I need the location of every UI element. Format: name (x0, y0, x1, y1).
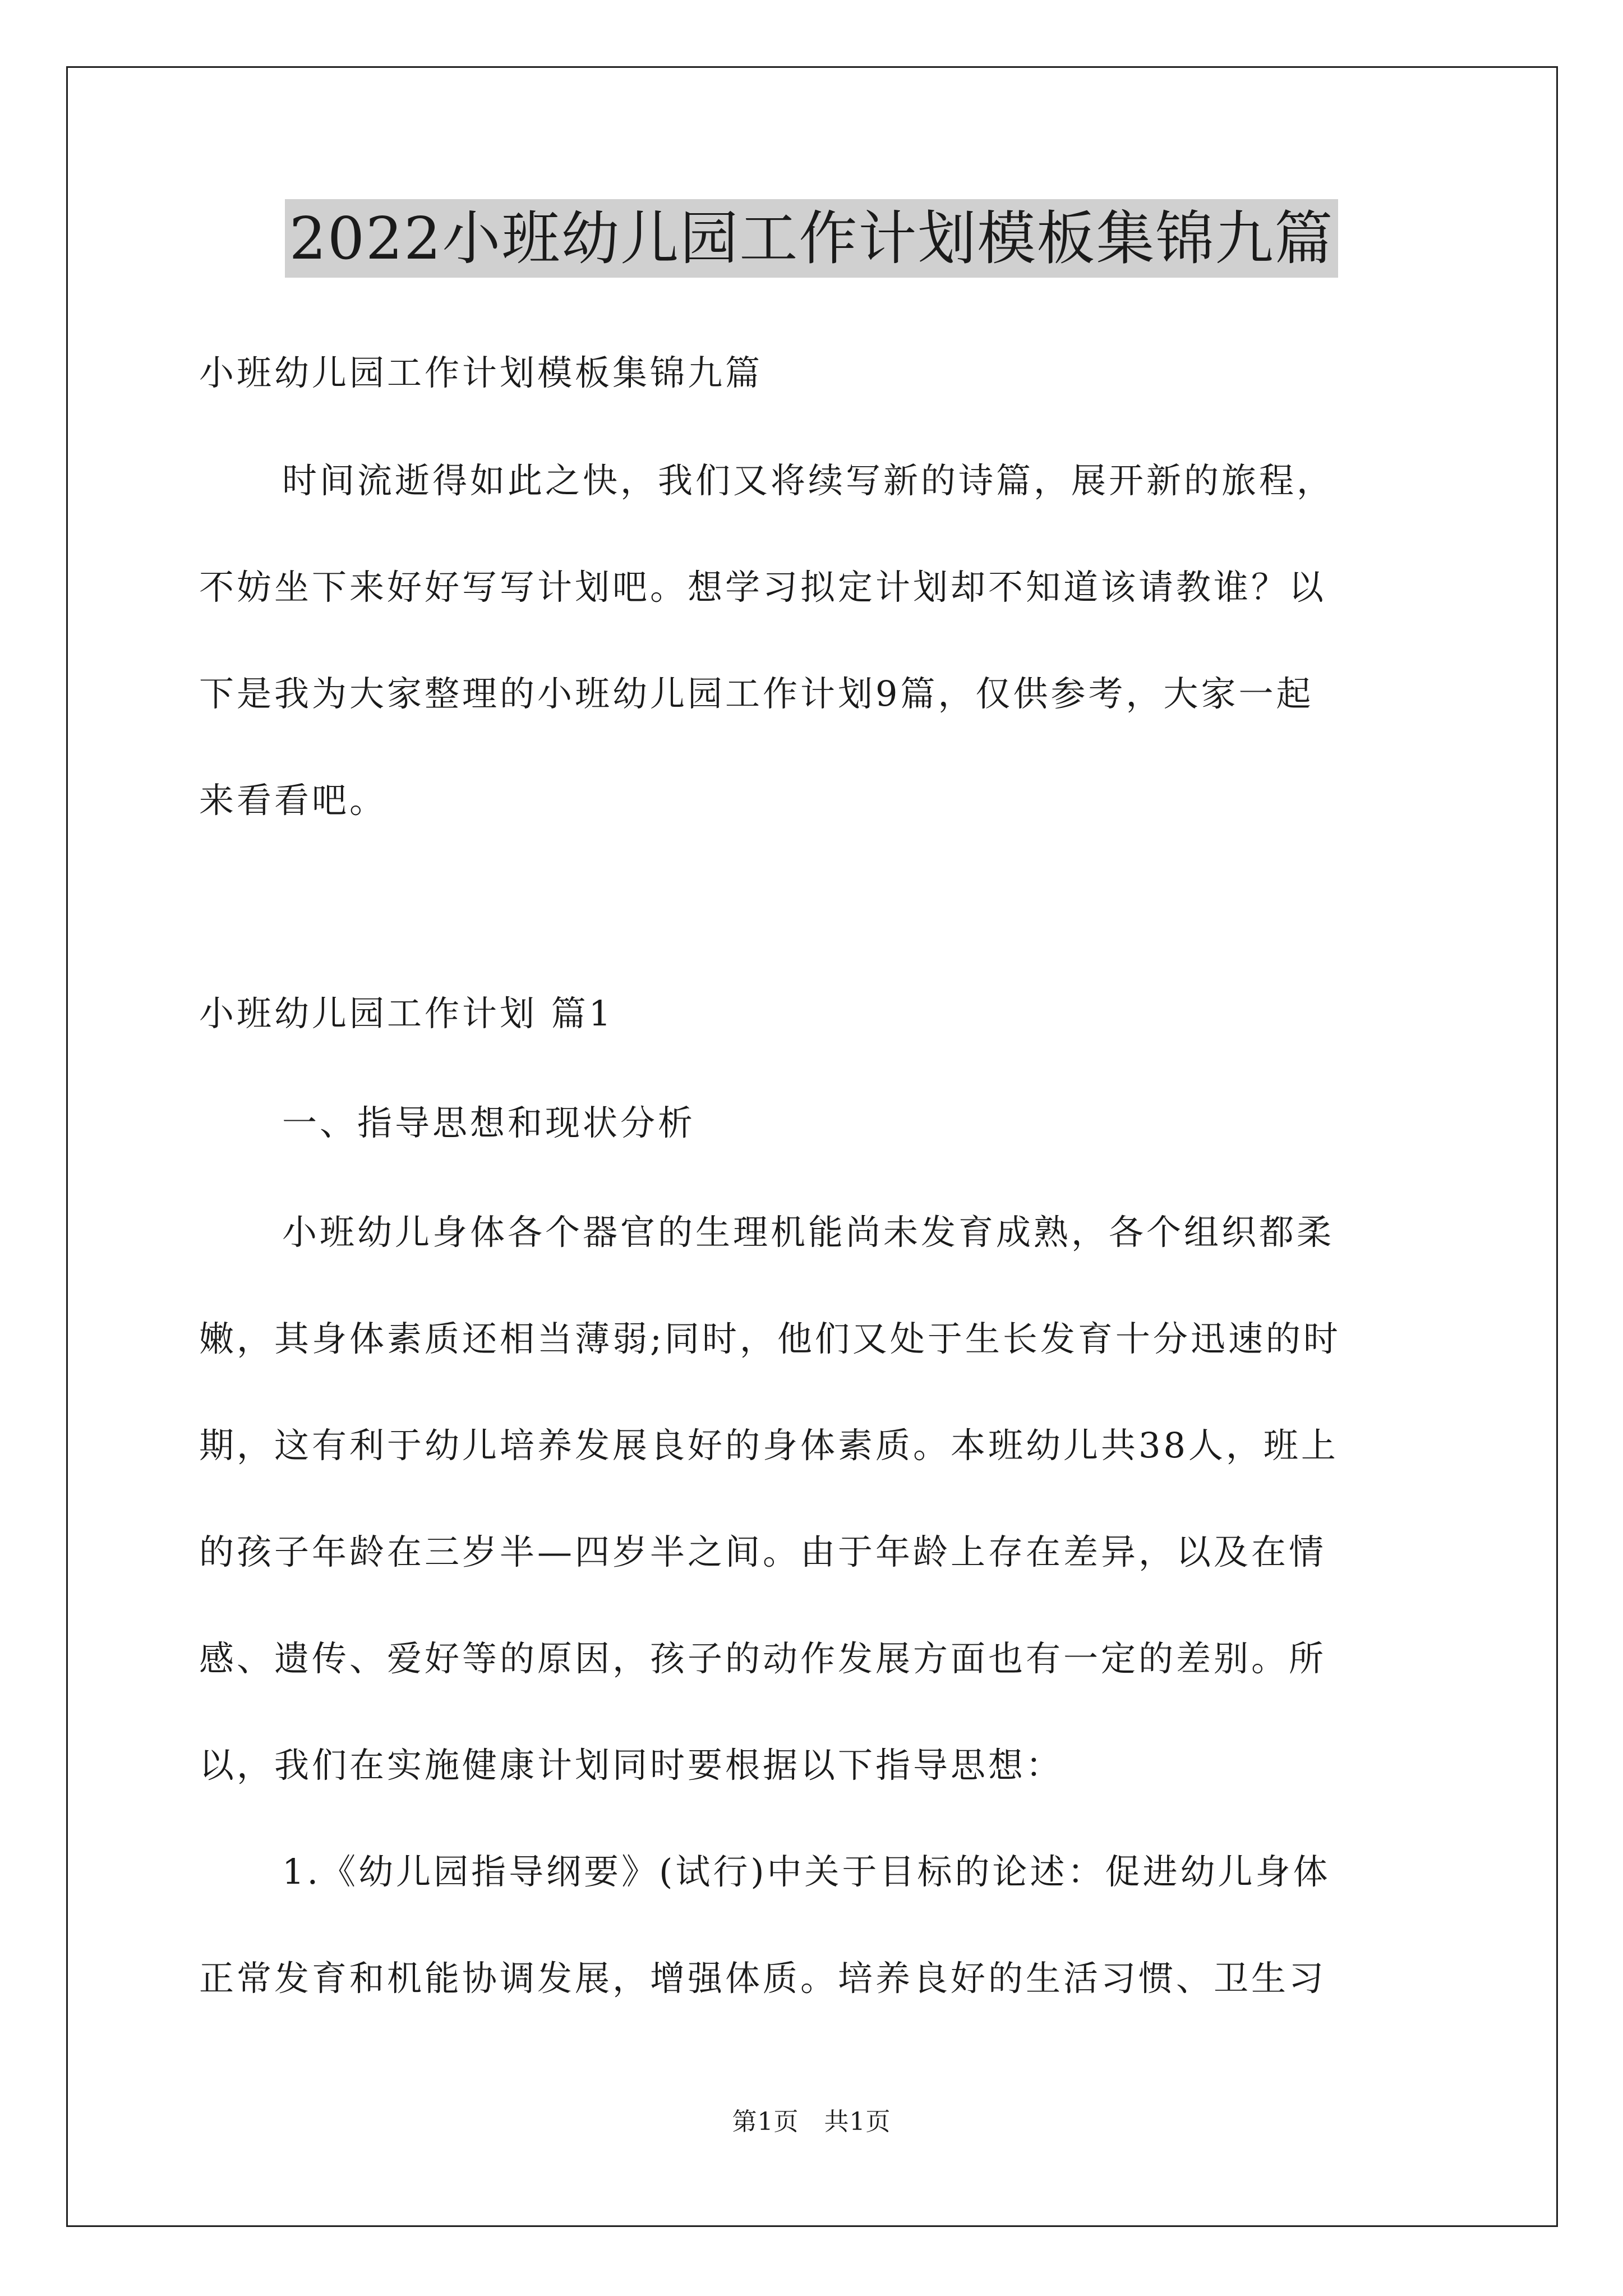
paragraph-line: 正常发育和机能协调发展，增强体质。培养良好的生活习惯、卫生习 (199, 1958, 1327, 1999)
paragraph-line: 以，我们在实施健康计划同时要根据以下指导思想： (199, 1745, 1064, 1786)
section-heading: 小班幼儿园工作计划 篇1 (199, 993, 614, 1034)
document-subtitle: 小班幼儿园工作计划模板集锦九篇 (199, 352, 763, 393)
document-title: 2022小班幼儿园工作计划模板集锦九篇 (285, 199, 1339, 278)
intro-line: 下是我为大家整理的小班幼儿园工作计划9篇，仅供参考，大家一起 (199, 673, 1314, 714)
intro-line: 来看看吧。 (199, 780, 388, 821)
page-number-footer: 第1页 共1页 (732, 2108, 891, 2136)
intro-line: 不妨坐下来好好写写计划吧。想学习拟定计划却不知道该请教谁？以 (199, 567, 1327, 608)
paragraph-line: 1.《幼儿园指导纲要》(试行)中关于目标的论述：促进幼儿身体 (282, 1851, 1331, 1892)
paragraph-line: 期，这有利于幼儿培养发展良好的身体素质。本班幼儿共38人，班上 (199, 1425, 1339, 1466)
paragraph-line: 感、遗传、爱好等的原因，孩子的动作发展方面也有一定的差别。所 (199, 1638, 1327, 1679)
paragraph-line: 嫩，其身体素质还相当薄弱;同时，他们又处于生长发育十分迅速的时 (199, 1318, 1341, 1359)
paragraph-1 (199, 1206, 1433, 1792)
subheading: 一、指导思想和现状分析 (282, 1102, 696, 1143)
intro-line: 时间流逝得如此之快，我们又将续写新的诗篇，展开新的旅程， (282, 460, 1335, 501)
section-heading-block (199, 987, 1433, 1040)
subtitle-block (199, 347, 1433, 399)
subheading-block (199, 1097, 1433, 1149)
paragraph-2 (199, 1846, 1433, 2005)
paragraph-line: 的孩子年龄在三岁半—四岁半之间。由于年龄上存在差异，以及在情 (199, 1531, 1327, 1572)
title-area (0, 199, 1623, 278)
intro-paragraph (199, 454, 1433, 827)
paragraph-line: 小班幼儿身体各个器官的生理机能尚未发育成熟，各个组织都柔 (282, 1212, 1335, 1253)
